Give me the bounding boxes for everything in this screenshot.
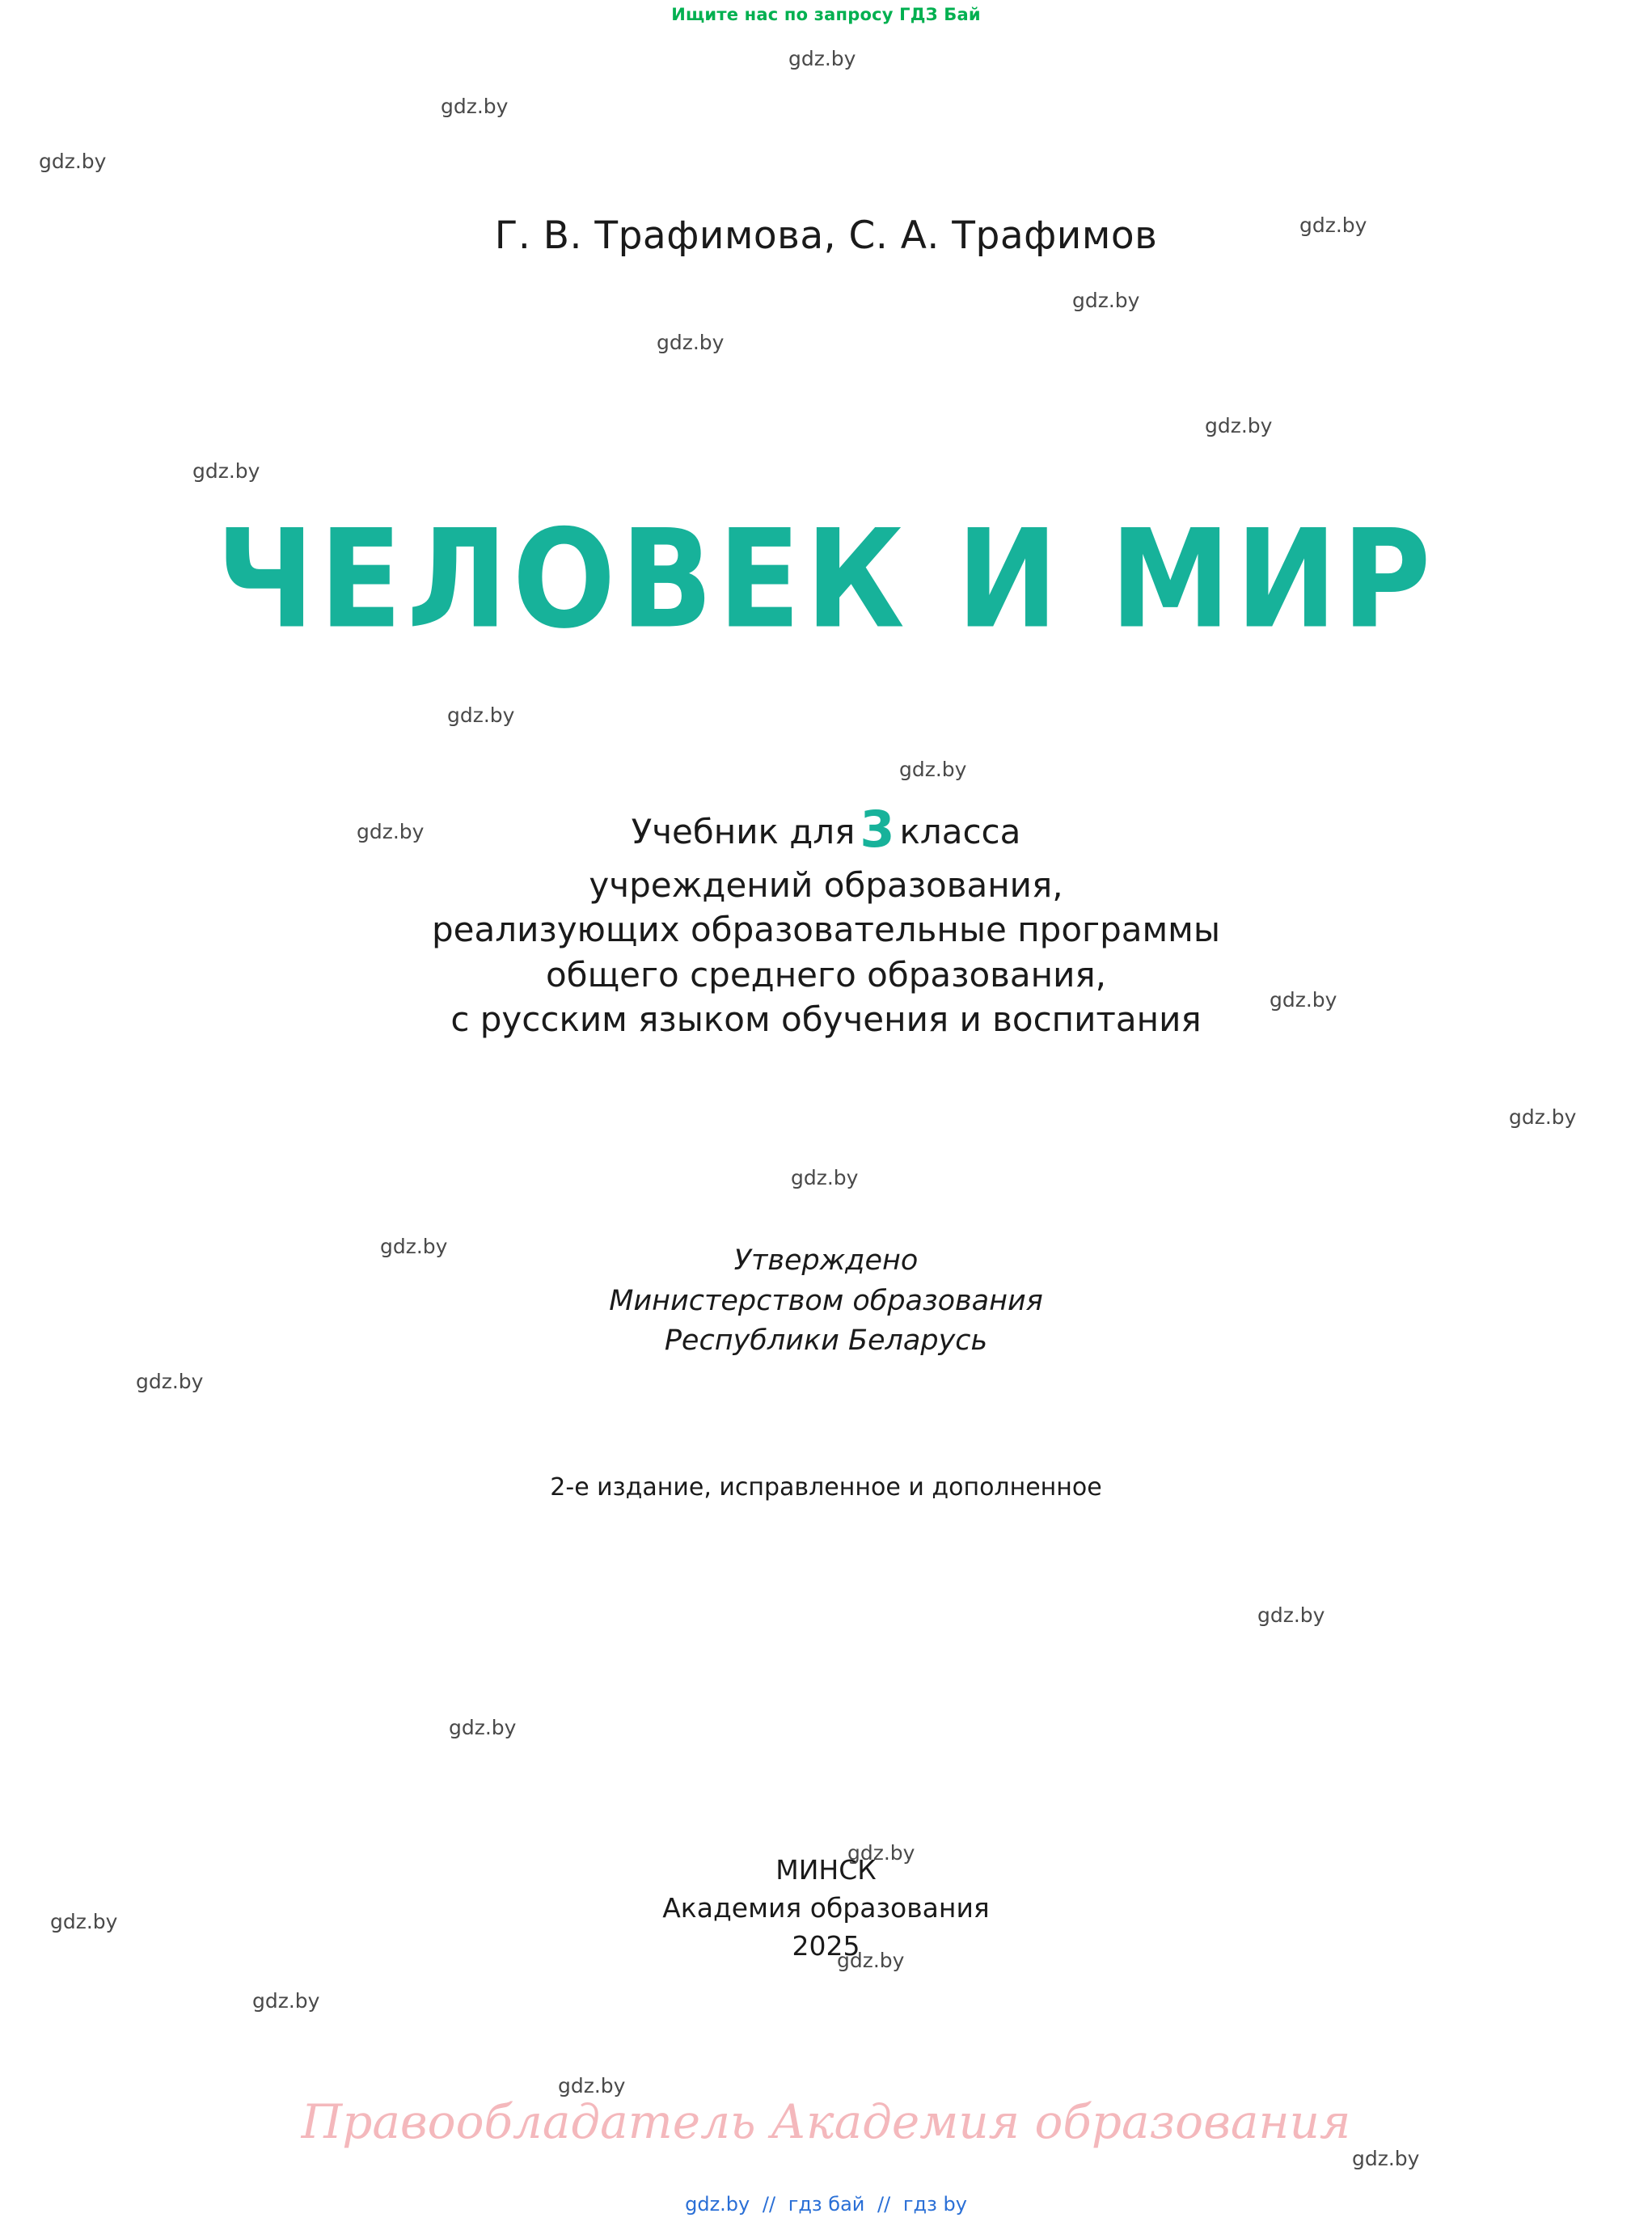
approval-line-3: Республики Беларусь [664, 1324, 988, 1358]
watermark-text: gdz.by [1205, 414, 1273, 437]
watermark-text: gdz.by [447, 703, 515, 727]
watermark-text: gdz.by [441, 95, 509, 118]
watermark-text: gdz.by [252, 1989, 320, 2013]
bottom-link-1[interactable]: gdz.by [685, 2193, 750, 2216]
promo-banner: Ищите нас по запросу ГДЗ Бай [671, 5, 981, 24]
watermark-text: gdz.by [1509, 1105, 1577, 1129]
authors-line: Г. В. Трафимова, С. А. Трафимов [494, 213, 1158, 258]
subtitle-suffix: класса [899, 812, 1021, 851]
watermark-text: gdz.by [791, 1166, 859, 1189]
watermark-text: gdz.by [558, 2074, 626, 2097]
imprint-city: МИНСК [775, 1854, 877, 1886]
imprint-block [0, 1852, 1652, 1966]
watermark-text: gdz.by [847, 1841, 915, 1865]
watermark-text: gdz.by [1299, 213, 1367, 237]
watermark-text: gdz.by [136, 1370, 204, 1393]
imprint-year: 2025 [792, 1929, 860, 1962]
bottom-link-bar[interactable] [0, 2193, 1652, 2216]
subtitle-grade-line [0, 796, 1652, 863]
approval-line-2: Министерством образования [609, 1284, 1043, 1317]
watermark-text: gdz.by [449, 1716, 517, 1739]
bottom-link-2[interactable]: гдз бай [788, 2193, 865, 2216]
watermark-text: gdz.by [837, 1949, 905, 1972]
watermark-text: gdz.by [1072, 289, 1140, 312]
watermark-text: gdz.by [657, 331, 725, 354]
subtitle-block [0, 796, 1652, 1042]
approval-block [0, 1241, 1652, 1362]
rights-holder-watermark: Правообладатель Академия образования [301, 2094, 1351, 2149]
watermark-text: gdz.by [899, 758, 967, 781]
watermark-text: gdz.by [1257, 1603, 1325, 1627]
subtitle-line-1: учреждений образования, [589, 864, 1063, 905]
watermark-text: gdz.by [357, 820, 425, 843]
edition-note: 2-е издание, исправленное и дополненное [550, 1473, 1102, 1502]
watermark-text: gdz.by [788, 47, 856, 70]
watermark-text: gdz.by [39, 150, 107, 173]
watermark-text: gdz.by [380, 1235, 448, 1258]
approval-line-1: Утверждено [733, 1244, 919, 1277]
bottom-link-sep-2: // [877, 2193, 891, 2216]
watermark-text: gdz.by [1352, 2147, 1420, 2170]
watermark-text: gdz.by [50, 1910, 118, 1933]
subtitle-prefix: Учебник для [631, 812, 856, 851]
bottom-link-sep-1: // [762, 2193, 776, 2216]
subtitle-line-4: с русским языком обучения и воспитания [450, 999, 1202, 1040]
grade-number: 3 [860, 800, 895, 859]
bottom-link-3[interactable]: гдз by [902, 2193, 967, 2216]
subtitle-line-3: общего среднего образования, [545, 954, 1107, 995]
watermark-text: gdz.by [1270, 988, 1337, 1012]
imprint-publisher: Академия образования [662, 1891, 990, 1924]
book-title: ЧЕЛОВЕК И МИР [216, 501, 1436, 659]
watermark-text: gdz.by [192, 459, 260, 483]
subtitle-line-2: реализующих образовательные программы [431, 910, 1221, 950]
